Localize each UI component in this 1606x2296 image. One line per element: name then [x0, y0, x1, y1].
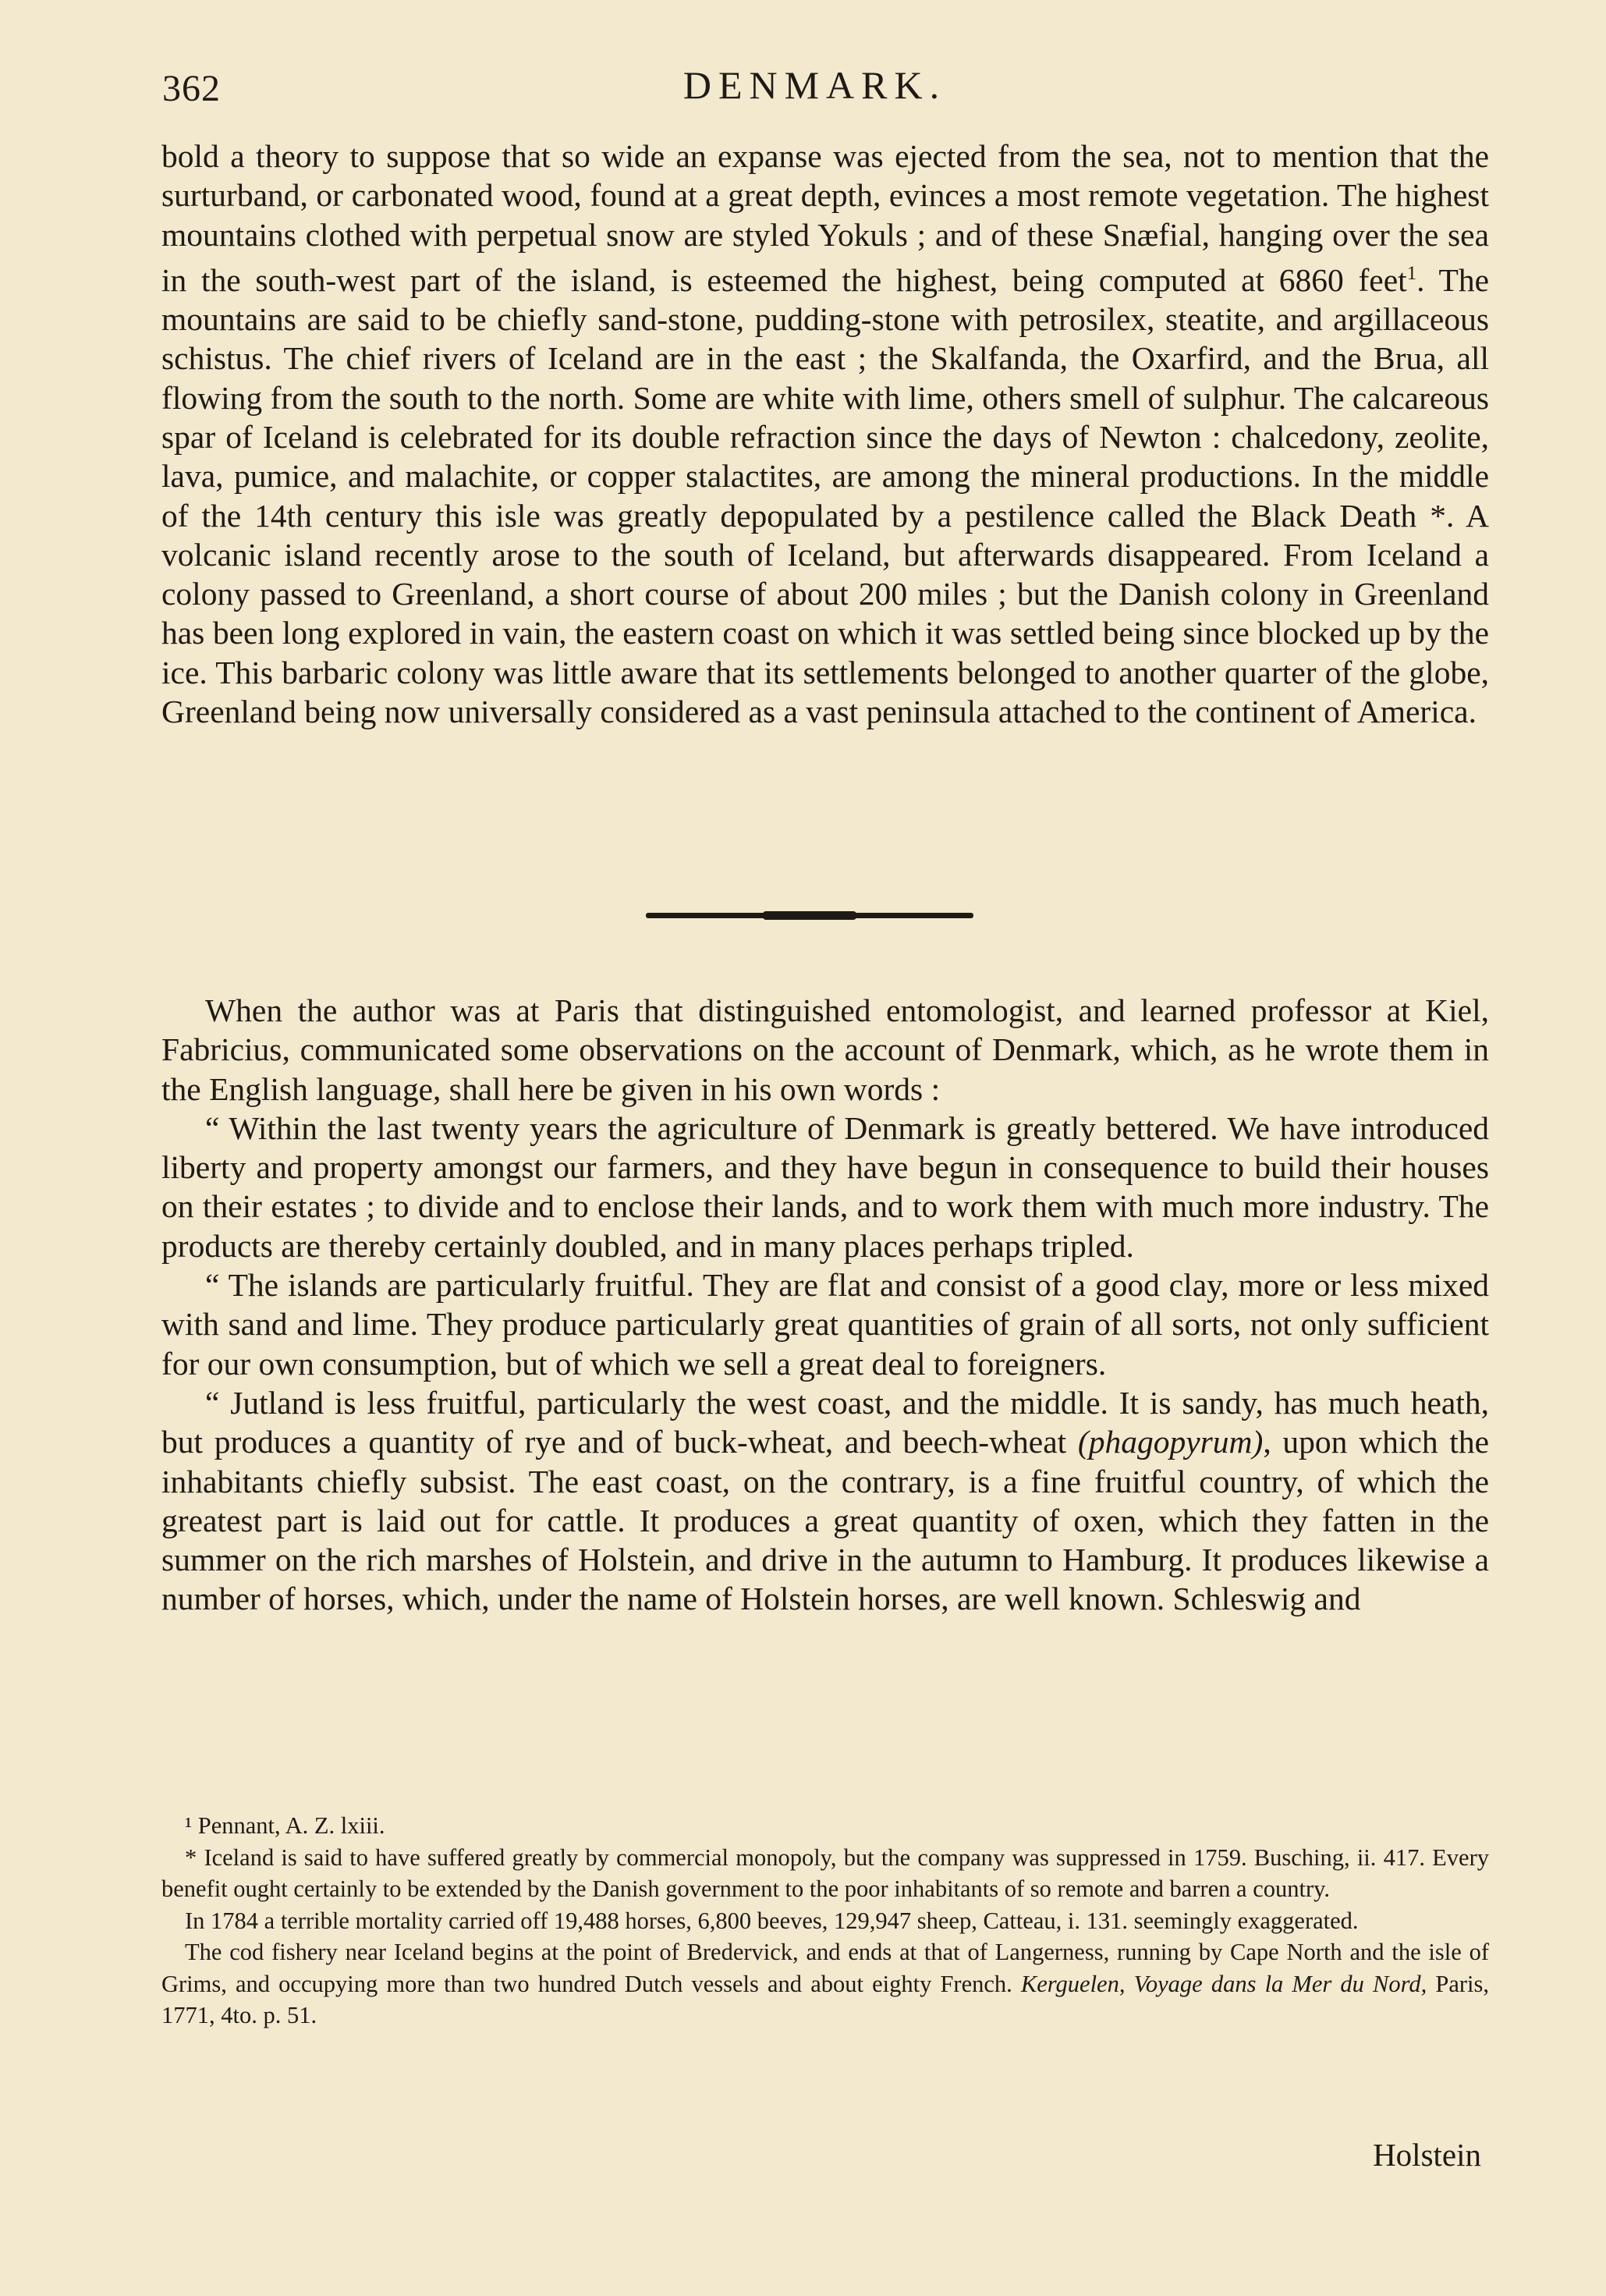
footnote-pennant: ¹ Pennant, A. Z. lxiii.	[185, 1812, 385, 1839]
iceland-paragraph	[161, 137, 1489, 731]
fabricius-quote-agriculture: “ Within the last twenty years the agriculture of Denmark is greatly bettered. We have introduced liberty and property amongst our farmers, and they have begun in consequence to build their houses on their estates ; to divide and to enclose their lands, and to work them with much more industry. The products are thereby certainly doubled, and in many places perhaps tripled.	[161, 1109, 1489, 1264]
footnote-mortality: In 1784 a terrible mortality carried off 19,488 horses, 6,800 beeves, 129,947 sheep, Catteau, i. 131. seemingly exaggerated.	[185, 1907, 1359, 1934]
running-title: DENMARK.	[682, 63, 947, 107]
catchword: Holstein	[1373, 2137, 1481, 2173]
jutland-text-part-1: “ Jutland is less fruitful, particularly the west coast, and the middle. It is sandy, has much heath, but produces a quantity of rye and of buck-wheat, and beech-wheat	[161, 1384, 1489, 1460]
footnote-cod-fishery	[161, 1936, 1489, 2032]
cod-text-part-1: The cod fishery near Iceland begins at the point of Bredervick, and ends at that of Langerness, running by Cape North and the isle of Grims, and occupying more than two hundred Dutch vessels and about eighty French.	[161, 1939, 1489, 1997]
footnote-black-death: * Iceland is said to have suffered greatly by commercial monopoly, but the company was suppressed in 1759. Busching, ii. 417. Every benefit ought certainly to be extended by the Danish government to the poor inhabitants of so remote and barren a country.	[161, 1844, 1489, 1902]
section-divider	[646, 913, 973, 918]
jutland-italic-term: (phagopyrum)	[1077, 1424, 1264, 1460]
fabricius-quote-islands: “ The islands are particularly fruitful. They are flat and consist of a good clay, more or less mixed with sand and lime. They produce particularly great quantities of grain of all sorts, not only sufficient for our own consumption, but of which we sell a great deal to foreigners.	[161, 1267, 1489, 1382]
cod-text-part-2: Paris, 1771, 4to. p. 51.	[161, 1970, 1489, 2028]
footnote-marker-1: 1	[1406, 262, 1417, 284]
page-number: 362	[162, 68, 221, 109]
jutland-text-part-2: , upon which the inhabitants chiefly subsist. The east coast, on the contrary, is a fine fruitful country, of which the greatest part is laid out for cattle. It produces a great quantity of oxen, which they fatten in the summer on the rich marshes of Holstein, and drive in the autumn to Hamburg. It produces likewise a number of horses, which, under the name of Holstein horses, are well known. Schleswig and	[161, 1424, 1490, 1617]
iceland-text-part-2: . The mountains are said to be chiefly sand-stone, pudding-stone with petrosilex, steatite, and argillaceous schistus. The chief rivers of Iceland are in the east ; the Skalfanda, the Oxarfird, and the Brua, all flowing from the south to the north. Some are white with lime, others smell of sulphur. The calcareous spar of Iceland is celebrated for its double refraction since the days of Newton : chalcedony, zeolite, lava, pumice, and malachite, or copper stalactites, are among the mineral productions. In the middle of the 14th century this isle was greatly depopulated by a pestilence called the Black Death *. A volcanic island recently arose to the south of Iceland, but afterwards disappeared. From Iceland a colony passed to Greenland, a short course of about 200 miles ; but the Danish colony in Greenland has been long explored in vain, the eastern coast on which it was settled being since blocked up by the ice. This barbaric colony was little aware that its settlements belonged to another quarter of the globe, Greenland being now universally considered as a vast peninsula attached to the continent of America.	[161, 261, 1489, 729]
fabricius-quote-jutland	[161, 1383, 1489, 1619]
fabricius-section	[161, 991, 1489, 1619]
fabricius-intro: When the author was at Paris that distinguished entomologist, and learned professor at Kiel, Fabricius, communicated some observations on the account of Denmark, which, as he wrote them in the English language, shall here be given in his own words :	[161, 992, 1489, 1107]
iceland-text-part-1: bold a theory to suppose that so wide an expanse was ejected from the sea, not to mention that the surturband, or carbonated wood, found at a great depth, evinces a most remote vegetation. The highest mountains clothed with perpetual snow are styled Yokuls ; and of these Snæfial, hanging over the sea in the south-west part of the island, is esteemed the highest, being computed at 6860 feet	[161, 138, 1489, 298]
footnotes	[161, 1810, 1489, 2032]
iceland-paragraph-text	[161, 137, 1489, 731]
cod-citation-italic: Kerguelen, Voyage dans la Mer du Nord,	[1020, 1970, 1427, 1997]
